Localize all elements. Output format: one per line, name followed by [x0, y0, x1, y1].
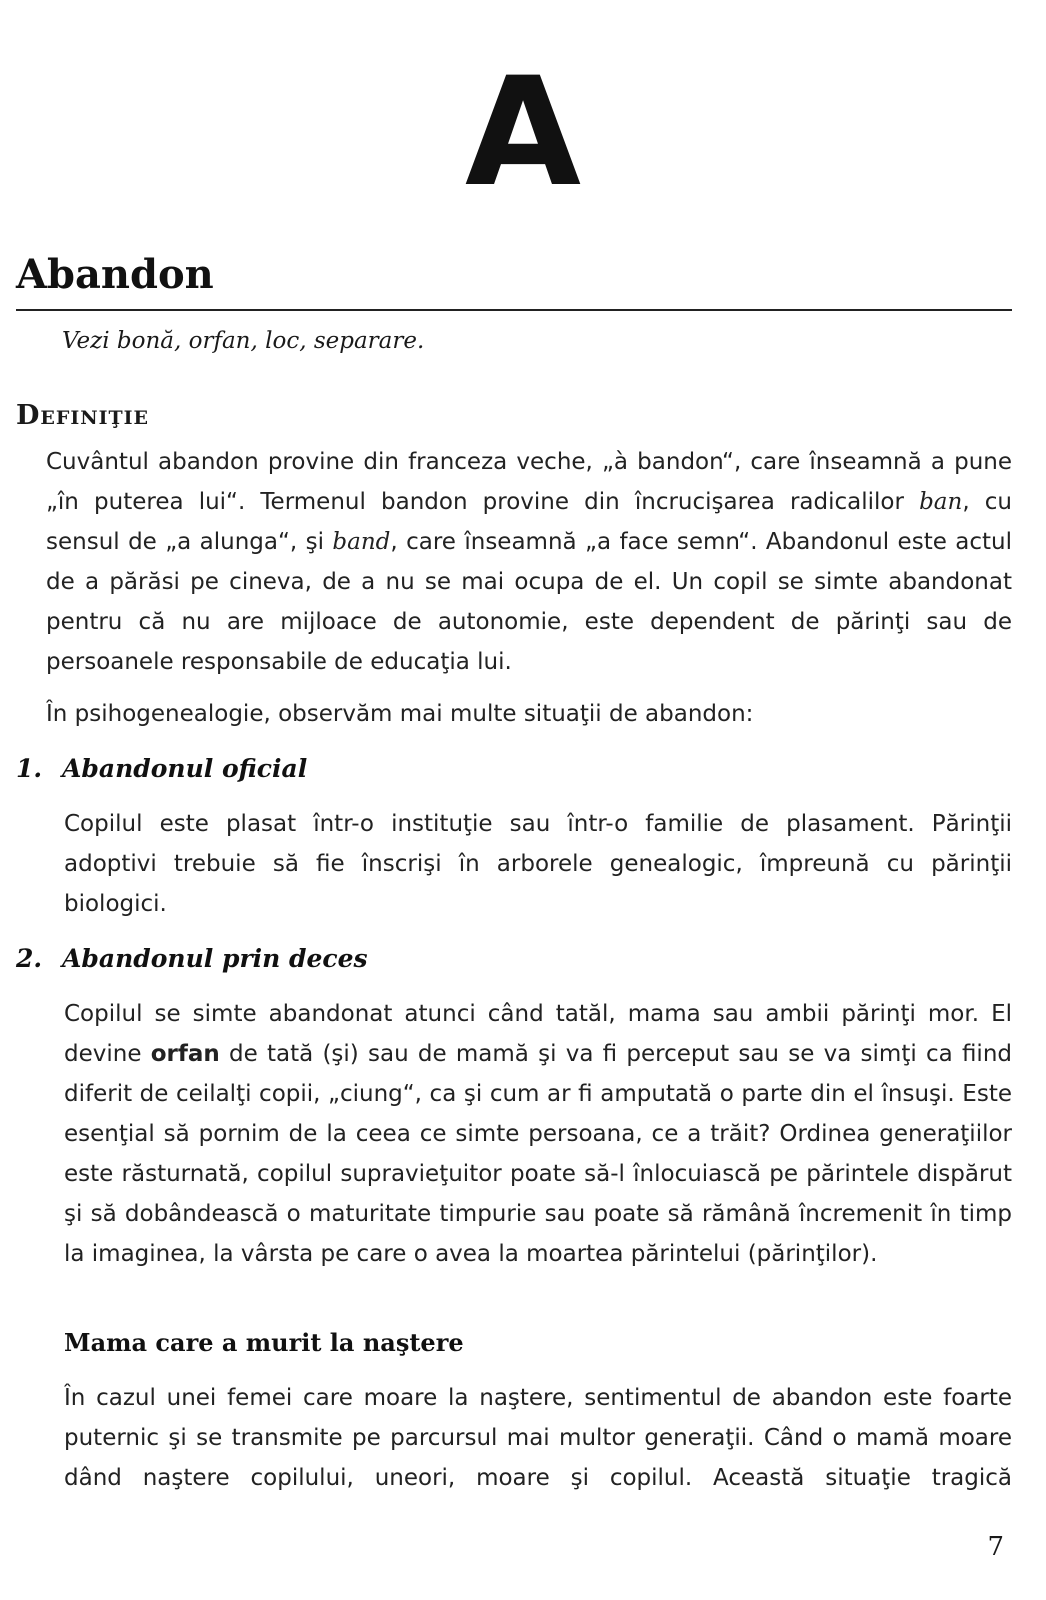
- item-paragraph-death: [64, 994, 1012, 1274]
- entry-title: Abandon: [16, 251, 214, 298]
- mother-died-paragraph: În cazul unei femei care moare la naştere, sentimentul de abandon este foarte puternic şi se transmite pe parcursul mai multor generaţii. Când o mamă moare dând naştere copilului, uneori, moare şi copilul. Această situaţie tragică: [64, 1385, 1012, 1491]
- paragraph-text-after: de tată (şi) sau de mamă şi va fi perceput sau se va simţi ca fiind diferit de ceilalţi copii, „ciung“, ca şi cum ar fi amputată o parte din el însuşi. Este esenţial să pornim de la ceea ce simte persoana, ce a trăit? Ordinea generaţiilor este răsturnată, copilul supravieţuitor poate să-l înlocuiască pe părintele dispărut şi să dobândească o maturitate timpurie sau poate să rămână încremenit în timp la imaginea, la vârsta pe care o avea la moartea părintelui (părinţilor).: [64, 1041, 1012, 1267]
- item-number: 1.: [16, 754, 43, 783]
- definition-text-3: , care înseamnă „a face semn“. Abandonul este actul de a părăsi pe cineva, de a nu se mai ocupa de el. Un copil se simte abandonat pentru că nu are mijloace de autonomie, este dependent de părinţi sau de persoanele responsabile de educaţia lui.: [46, 529, 1012, 675]
- section-heading-definition: Definiţie: [16, 400, 150, 431]
- term-band: band: [332, 529, 391, 555]
- title-divider: [16, 309, 1012, 311]
- item-heading-official: [16, 752, 307, 786]
- see-also-line: Vezi bonă, orfan, loc, separare.: [62, 328, 425, 354]
- page-number: 7: [987, 1532, 1004, 1562]
- keyword-orfan: orfan: [150, 1041, 220, 1067]
- paragraph-text-before: Copilul se simte abandonat atunci când tatăl, mama sau ambii părinţi mor. El devine: [64, 1001, 1012, 1067]
- item-number: 2.: [16, 944, 43, 973]
- item-heading-text: Abandonul prin deces: [62, 944, 368, 973]
- definition-text-2: , cu sensul de „a alunga“, şi: [46, 489, 1012, 555]
- situations-intro: În psihogenealogie, observăm mai multe situaţii de abandon:: [46, 701, 754, 727]
- term-ban: ban: [919, 489, 963, 515]
- item-paragraph-official: Copilul este plasat într-o instituţie sau într-o familie de plasament. Părinţii adoptivi trebuie să fie înscrişi în arborele genealogic, împreună cu părinţii biologici.: [64, 811, 1012, 917]
- item-heading-text: Abandonul oficial: [62, 754, 308, 783]
- chapter-letter: A: [464, 46, 582, 220]
- subheading-mother-died: Mama care a murit la naştere: [64, 1328, 464, 1357]
- definition-text-1: Cuvântul abandon provine din franceza veche, „à bandon“, care înseamnă a pune „în puterea lui“. Termenul bandon provine din încrucişarea radicalilor: [46, 449, 1012, 515]
- definition-paragraph: [46, 442, 1012, 682]
- item-heading-death: [16, 942, 368, 976]
